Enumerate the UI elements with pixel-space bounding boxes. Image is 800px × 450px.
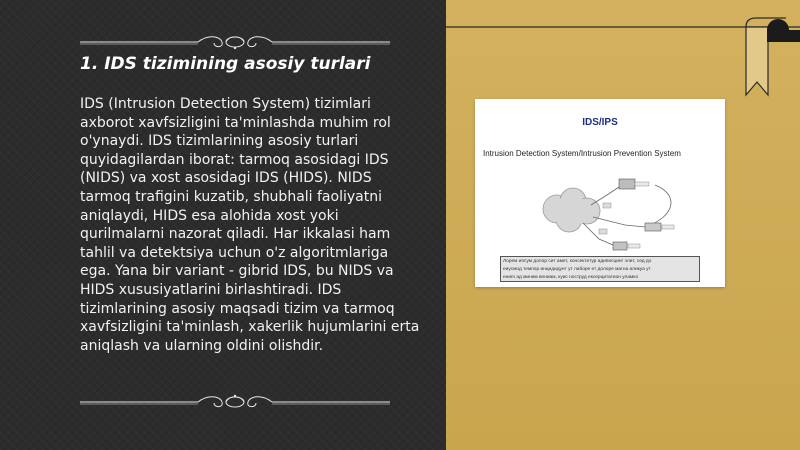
figure-title: IDS/IPS: [582, 117, 618, 128]
figure-subtitle: Intrusion Detection System/Intrusion Prevention System: [483, 149, 681, 158]
figure-caption-line: еиусмод темпор инцидидунт ут лаборе ет долоре магна аликуа ут: [503, 266, 651, 272]
ornament-flourish-icon: [80, 32, 390, 52]
slide-body-text: IDS (Intrusion Detection System) tizimlari axborot xavfsizligini ta'minlashda muhim rol o'ynaydi. IDS tizimlarining asosiy turlari quyidagilardan iborat: tarmoq asosidagi IDS (NIDS) va xost asosidagi IDS (HIDS). NIDS tarmoq trafigini kuzatib, shubhali faoliyatni aniqlaydi, HIDS esa alohida xost yoki qurilmalarni nazorat qiladi. Har ikkalasi ham tahlil va detektsiya uchun o'z algoritmlariga ega. Yana bir variant - gibrid IDS, bu NIDS va HIDS xususiyatlarini birlashtiradi. IDS tizimlarining asosiy maqsadi tizim va tarmoq xavfsizligini ta'minlash, xakerlik hujumlarini erta aniqlash va ularning oldini olishdir.: [80, 96, 420, 354]
figure-caption-line: ениm ад миним вениам, куис ноструд ексерцитатион уламко: [503, 274, 639, 280]
slide-title: 1. IDS tizimining asosiy turlari: [80, 54, 371, 74]
network-diagram-icon: [495, 165, 705, 255]
figure-caption: [500, 256, 700, 282]
ornament-flourish-icon: [80, 392, 390, 412]
ids-ips-figure: [475, 99, 725, 287]
figure-caption-line: Лорем ипсум долор сит амет, консектетур адиписцинг элит, сед до: [503, 259, 652, 264]
